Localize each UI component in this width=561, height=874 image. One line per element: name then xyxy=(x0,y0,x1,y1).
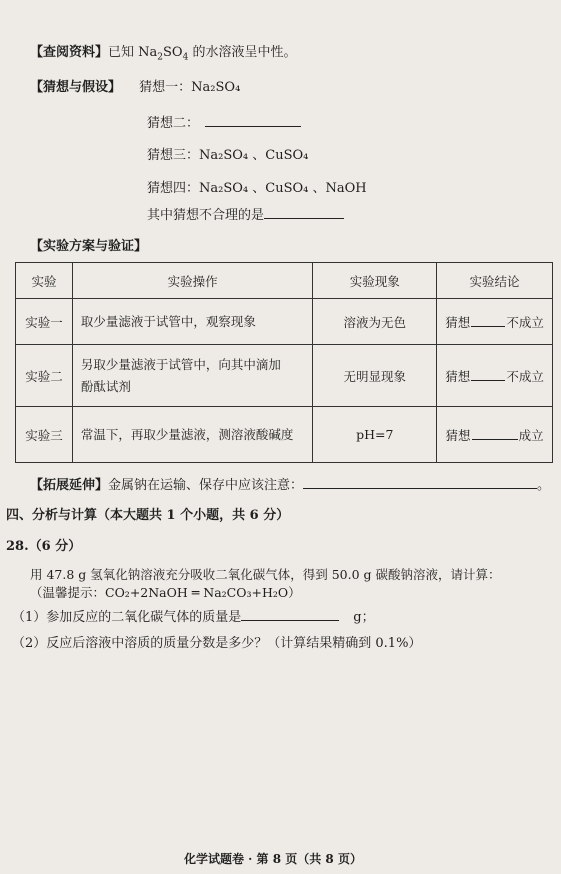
research-line xyxy=(30,45,296,61)
hypothesis-1-value: Na₂SO₄ xyxy=(191,80,241,95)
conclusion-post: 不成立 xyxy=(506,368,544,384)
section-4-title: 四、分析与计算（本大题共 1 个小题，共 6 分） xyxy=(6,508,290,523)
question-28-number: 28.（6 分） xyxy=(6,539,82,554)
page-footer: 化学试题卷 · 第 8 页（共 8 页） xyxy=(184,852,362,866)
hypothesis-line-4 xyxy=(147,181,367,197)
conclusion-post: 不成立 xyxy=(506,314,544,330)
table-row xyxy=(16,299,553,345)
conclusion-pre: 猜想 xyxy=(445,368,471,384)
research-sub2: 4 xyxy=(182,52,189,63)
table-row xyxy=(16,407,553,463)
experiment-name: 实验一 xyxy=(16,299,73,345)
question-28-part-1 xyxy=(12,608,375,626)
unreasonable-blank[interactable] xyxy=(264,206,344,219)
plan-tag: 【实验方案与验证】 xyxy=(30,239,148,254)
extension-blank[interactable] xyxy=(303,476,537,489)
hypothesis-4-value: Na₂SO₄ 、CuSO₄ 、NaOH xyxy=(199,181,367,196)
experiment-phenomenon: pH=7 xyxy=(313,407,437,463)
hypothesis-4-label: 猜想四： xyxy=(147,181,200,196)
conclusion-pre: 猜想 xyxy=(445,427,471,443)
extension-tag: 【拓展延伸】 xyxy=(30,478,109,493)
question-28-part-2: （2）反应后溶液中溶质的质量分数是多少？（计算结果精确到 0.1%） xyxy=(12,636,422,651)
table-header: 实验操作 xyxy=(72,263,312,299)
extension-text: 金属钠在运输、保存中应该注意： xyxy=(108,478,304,493)
hypothesis-line-3 xyxy=(147,148,308,164)
research-sub1: 2 xyxy=(157,52,164,63)
table-header: 实验 xyxy=(16,263,73,299)
experiment-conclusion xyxy=(437,345,553,407)
experiment-operation xyxy=(72,345,312,407)
table-header: 实验结论 xyxy=(437,263,553,299)
operation-line-2: 酚酞试剂 xyxy=(80,378,131,394)
experiment-phenomenon: 溶液为无色 xyxy=(313,299,437,345)
conclusion-blank[interactable] xyxy=(471,315,505,327)
question-28-hint: （温馨提示：CO₂+2NaOH ═ Na₂CO₃+H₂O） xyxy=(30,585,301,600)
experiment-conclusion xyxy=(437,299,553,345)
unreasonable-line xyxy=(147,206,344,224)
conclusion-blank[interactable] xyxy=(471,369,505,381)
extension-line xyxy=(30,476,550,494)
hypothesis-tag: 【猜想与假设】 xyxy=(30,80,122,95)
operation-line-1: 另取少量滤液于试管中，向其中滴加 xyxy=(80,356,281,372)
part-1-unit: g； xyxy=(353,610,375,625)
experiment-operation: 常温下，再取少量滤液，测溶液酸碱度 xyxy=(72,407,312,463)
part-1-text: （1）参加反应的二氧化碳气体的质量是 xyxy=(12,610,242,625)
extension-end: 。 xyxy=(537,478,551,493)
research-tag: 【查阅资料】 xyxy=(30,45,109,60)
hypothesis-line-2 xyxy=(147,114,301,132)
experiment-conclusion xyxy=(437,407,553,463)
table-header: 实验现象 xyxy=(313,263,437,299)
hypothesis-2-label: 猜想二： xyxy=(147,116,200,131)
experiment-table xyxy=(15,262,553,463)
conclusion-blank[interactable] xyxy=(472,428,518,440)
research-text-pre: 已知 Na xyxy=(108,45,158,60)
hypothesis-2-blank[interactable] xyxy=(205,114,301,127)
unreasonable-label: 其中猜想不合理的是 xyxy=(147,208,265,223)
experiment-operation: 取少量滤液于试管中，观察现象 xyxy=(72,299,312,345)
hypothesis-line-1 xyxy=(30,80,240,96)
hypothesis-3-value: Na₂SO₄ 、CuSO₄ xyxy=(199,148,309,163)
conclusion-post: 成立 xyxy=(518,427,544,443)
conclusion-pre: 猜想 xyxy=(445,314,471,330)
part-1-blank[interactable] xyxy=(241,608,339,621)
research-text-mid: SO xyxy=(163,45,183,60)
table-header-row xyxy=(16,263,553,299)
hypothesis-3-label: 猜想三： xyxy=(147,148,200,163)
hypothesis-1-label: 猜想一： xyxy=(139,80,192,95)
question-28-line-1: 用 47.8 g 氢氧化钠溶液充分吸收二氧化碳气体，得到 50.0 g 碳酸钠溶液，请计算： xyxy=(30,567,501,582)
experiment-phenomenon: 无明显现象 xyxy=(313,345,437,407)
table-row xyxy=(16,345,553,407)
experiment-name: 实验二 xyxy=(16,345,73,407)
research-text-post: 的水溶液呈中性。 xyxy=(188,45,297,60)
experiment-name: 实验三 xyxy=(16,407,73,463)
plan-line xyxy=(30,239,147,255)
